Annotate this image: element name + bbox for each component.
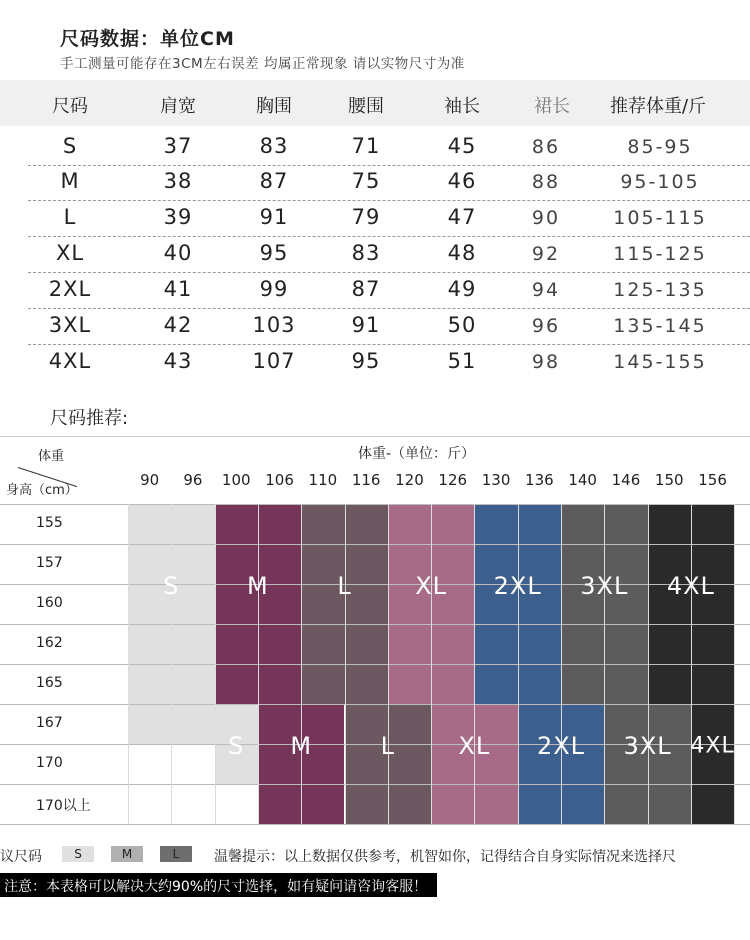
weight-column-label: 140 xyxy=(568,471,597,489)
grid-row-line xyxy=(0,824,750,825)
legend-row xyxy=(0,844,750,866)
legend-swatch-s: S xyxy=(62,846,94,862)
size-cell: 38 xyxy=(163,169,193,193)
legend-label: 议尺码 xyxy=(0,849,42,865)
size-cell: 42 xyxy=(163,313,193,337)
column-header: 肩宽 xyxy=(160,96,196,117)
weight-column-label: 90 xyxy=(140,471,160,489)
grid-row-line xyxy=(0,704,750,705)
size-cell: 43 xyxy=(163,349,193,373)
size-cell: 83 xyxy=(259,134,289,158)
size-table-header xyxy=(0,80,750,126)
size-label-upper: M xyxy=(247,572,269,600)
size-cell: 103 xyxy=(252,313,296,337)
size-label-lower: L xyxy=(380,732,395,760)
weight-column-label: 106 xyxy=(265,471,294,489)
size-cell: 41 xyxy=(163,277,193,301)
weight-column-label: 120 xyxy=(395,471,424,489)
weight-column-label: 116 xyxy=(351,471,381,489)
grid-row-line xyxy=(0,624,750,625)
size-cell: 95 xyxy=(259,241,289,265)
size-cell: 45 xyxy=(447,134,477,158)
size-cell: 4XL xyxy=(48,349,92,373)
column-header: 尺码 xyxy=(52,96,88,117)
size-cell: 91 xyxy=(351,313,381,337)
size-cell: 87 xyxy=(351,277,381,301)
height-row-label: 157 xyxy=(36,555,63,571)
size-cell: 3XL xyxy=(48,313,92,337)
size-cell: 85-95 xyxy=(627,136,693,158)
height-row-label: 170以上 xyxy=(36,798,91,814)
size-cell: 99 xyxy=(259,277,289,301)
corner-weight-label: 体重 xyxy=(38,449,65,464)
size-block-lower-4xl xyxy=(691,704,734,824)
size-cell: 90 xyxy=(531,207,561,229)
column-header: 胸围 xyxy=(256,96,292,117)
size-cell: 98 xyxy=(531,351,561,373)
height-row-label: 162 xyxy=(36,635,63,651)
grid-column-line xyxy=(518,504,519,824)
size-cell: 37 xyxy=(163,134,193,158)
grid-row-line xyxy=(0,584,750,585)
size-cell: 46 xyxy=(447,169,477,193)
size-row xyxy=(0,345,750,381)
grid-column-line xyxy=(648,504,649,824)
size-cell: 145-155 xyxy=(613,351,707,373)
size-cell: 96 xyxy=(531,315,561,337)
size-cell: 2XL xyxy=(48,277,92,301)
grid-column-line xyxy=(691,504,692,824)
weight-column-label: 150 xyxy=(654,471,684,489)
weight-column-label: 126 xyxy=(438,471,468,489)
page-title: 尺码数据：单位CM xyxy=(60,28,235,50)
legend-swatch-l: L xyxy=(160,846,192,862)
height-row-label: 155 xyxy=(36,515,63,531)
column-header: 袖长 xyxy=(444,96,480,117)
grid-column-line xyxy=(171,504,172,824)
size-label-lower: XL xyxy=(458,732,491,760)
grid-column-line xyxy=(301,504,302,824)
size-cell: 94 xyxy=(531,279,561,301)
size-cell: 105-115 xyxy=(613,207,707,229)
size-cell: 95 xyxy=(351,349,381,373)
weight-column-label: 156 xyxy=(698,471,727,489)
size-label-upper: S xyxy=(163,572,180,600)
size-row xyxy=(0,273,750,309)
size-label-lower: 3XL xyxy=(623,732,672,760)
size-cell: 83 xyxy=(351,241,381,265)
grid-row-line xyxy=(0,544,750,545)
size-cell: 71 xyxy=(351,134,381,158)
size-cell: 135-145 xyxy=(613,315,707,337)
grid-row-line xyxy=(0,504,750,505)
grid-top-border xyxy=(0,436,750,437)
grid-column-line xyxy=(215,504,216,824)
size-row xyxy=(0,165,750,201)
size-cell: 91 xyxy=(259,205,289,229)
grid-column-line xyxy=(734,504,735,824)
size-cell: XL xyxy=(55,241,85,265)
grid-column-line xyxy=(345,504,346,824)
column-header: 推荐体重/斤 xyxy=(609,96,707,117)
weight-column-label: 100 xyxy=(221,471,251,489)
grid-column-line xyxy=(128,504,129,824)
size-cell: M xyxy=(60,169,80,193)
height-row-label: 165 xyxy=(36,675,63,691)
size-label-lower: S xyxy=(228,732,245,760)
size-cell: 75 xyxy=(351,169,381,193)
grid-row-line xyxy=(0,784,750,785)
size-cell: 125-135 xyxy=(613,279,707,301)
column-header: 裙长 xyxy=(534,96,570,117)
measurement-disclaimer: 手工测量可能存在3CM左右误差 均属正常现象 请以实物尺寸为准 xyxy=(60,56,465,72)
size-cell: 88 xyxy=(531,171,561,193)
size-cell: 92 xyxy=(531,243,561,265)
size-cell: 79 xyxy=(351,205,381,229)
size-cell: 48 xyxy=(447,241,477,265)
size-label-lower: 4XL xyxy=(690,733,735,759)
size-cell: 49 xyxy=(447,277,477,301)
size-recommendation-grid xyxy=(0,436,750,822)
size-label-upper: 3XL xyxy=(580,572,629,600)
weight-unit-label: 体重-（单位：斤） xyxy=(358,446,476,462)
size-label-upper: 4XL xyxy=(666,572,715,600)
size-cell: L xyxy=(63,205,77,229)
size-cell: S xyxy=(62,134,78,158)
weight-column-label: 146 xyxy=(611,471,641,489)
size-cell: 40 xyxy=(163,241,193,265)
size-row xyxy=(0,309,750,345)
recommendation-title: 尺码推荐: xyxy=(50,408,129,429)
grid-column-line xyxy=(561,504,562,824)
weight-column-label: 110 xyxy=(308,471,338,489)
size-cell: 95-105 xyxy=(620,171,700,193)
size-label-upper: 2XL xyxy=(493,572,542,600)
size-row xyxy=(0,130,750,166)
size-label-upper: XL xyxy=(415,572,447,600)
size-label-lower: M xyxy=(290,732,313,760)
height-row-label: 167 xyxy=(36,715,63,731)
size-row xyxy=(0,201,750,237)
grid-column-line xyxy=(388,504,389,824)
size-cell: 87 xyxy=(259,169,289,193)
size-cell: 107 xyxy=(252,349,296,373)
size-row xyxy=(0,237,750,273)
grid-column-line xyxy=(258,504,259,824)
weight-column-label: 130 xyxy=(481,471,511,489)
grid-row-line xyxy=(0,664,750,665)
size-cell: 51 xyxy=(447,349,477,373)
column-header: 腰围 xyxy=(348,96,384,117)
grid-column-line xyxy=(431,504,432,824)
corner-height-label: 身高（cm） xyxy=(6,483,78,498)
size-cell: 115-125 xyxy=(613,243,707,265)
weight-column-label: 136 xyxy=(525,471,554,489)
grid-column-line xyxy=(604,504,605,824)
size-cell: 50 xyxy=(447,313,477,337)
tip-text: 温馨提示：以上数据仅供参考，机智如你，记得结合自身实际情况来选择尺 xyxy=(214,849,676,865)
size-cell: 86 xyxy=(531,136,561,158)
size-cell: 39 xyxy=(163,205,193,229)
height-row-label: 160 xyxy=(36,595,63,611)
size-cell: 47 xyxy=(447,205,477,229)
size-label-upper: L xyxy=(337,572,352,600)
height-row-label: 170 xyxy=(36,755,63,771)
size-label-lower: 2XL xyxy=(536,732,586,760)
legend-swatch-m: M xyxy=(111,846,143,862)
notice-banner: 注意：本表格可以解决大约90%的尺寸选择，如有疑问请咨询客服！ xyxy=(0,873,437,897)
weight-column-label: 96 xyxy=(183,471,203,489)
grid-column-line xyxy=(474,504,475,824)
